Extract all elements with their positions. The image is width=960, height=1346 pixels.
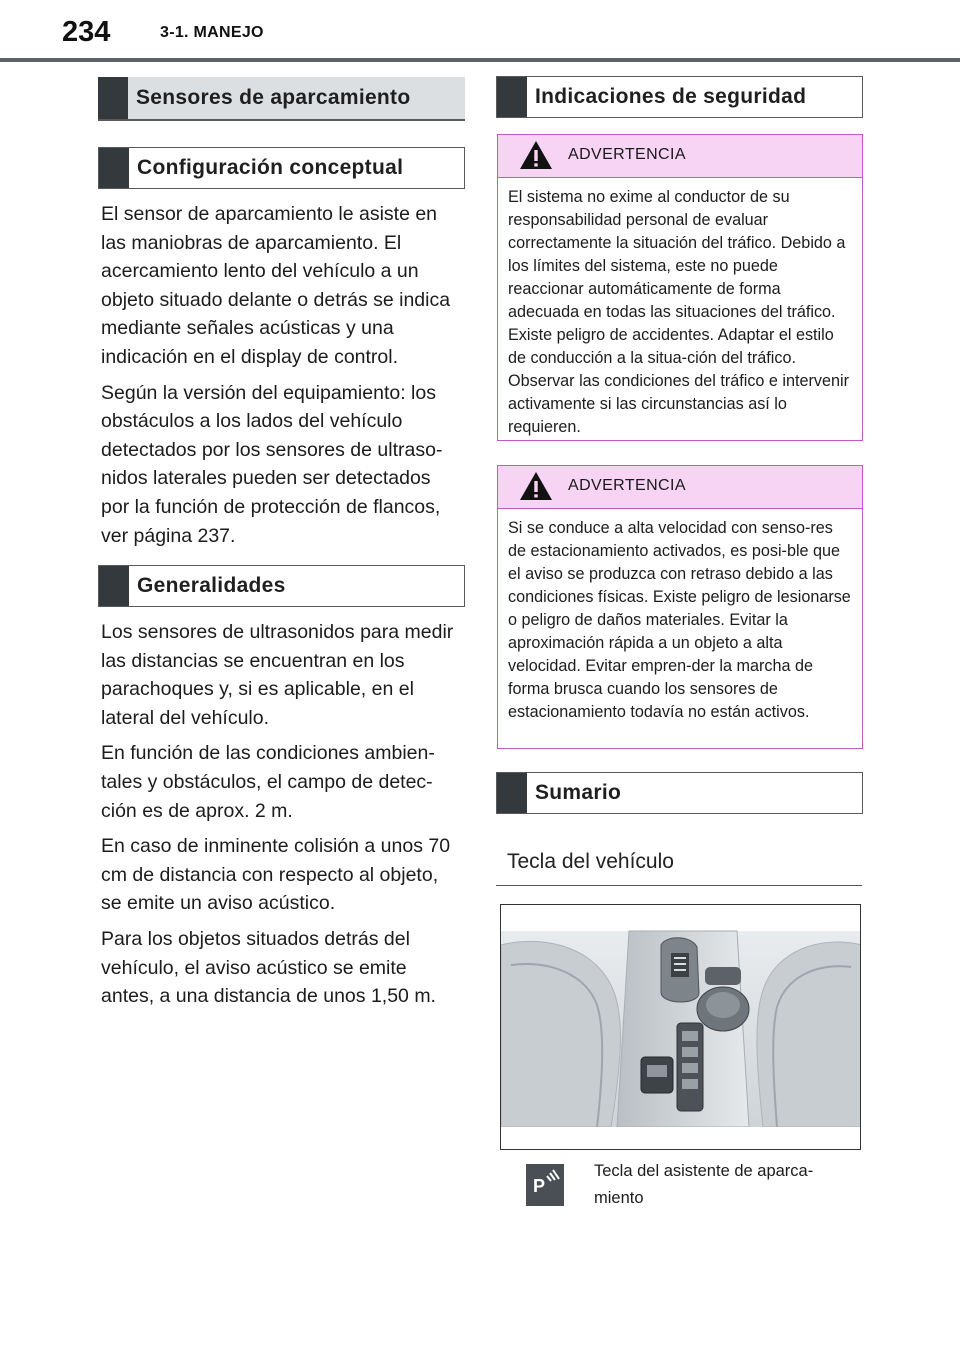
concept-title: Configuración conceptual [137, 156, 404, 179]
legend-text: Tecla del asistente de aparca-miento [594, 1162, 814, 1207]
chapter-title: 3-1. MANEJO [160, 24, 264, 41]
header-divider [0, 58, 960, 62]
paragraph: Según la versión del equipamiento: los obstáculos a los lados del vehículo detectados por los sensores de ultraso-nidos laterales pueden ser detectados por la función de protección de flancos, ver página 237. [101, 381, 443, 547]
warning-header [498, 466, 862, 509]
heading-bar [99, 148, 129, 188]
section-title: Sensores de aparcamiento [136, 86, 411, 109]
heading-bar [497, 773, 527, 813]
heading-bar [99, 566, 129, 606]
concept-text [101, 200, 461, 550]
heading-general [98, 565, 465, 607]
warning-box-2 [497, 465, 863, 749]
heading-safety [496, 76, 863, 118]
center-console-illustration [501, 905, 861, 1150]
paragraph: El sensor de aparcamiento le asiste en las maniobras de aparcamiento. El acercamiento lento del vehículo a un objeto situado delante o detrás se indica mediante señales acústicas y una indicación en el display de control. [101, 203, 451, 368]
page-number: 234 [62, 16, 111, 48]
paragraph: En función de las condiciones ambien-tales y obstáculos, el campo de detec-ción es de aprox. 2 m. [101, 742, 435, 822]
warning-triangle-icon [518, 139, 554, 171]
safety-title: Indicaciones de seguridad [535, 85, 807, 108]
parking-assistant-icon [526, 1164, 564, 1206]
heading-concept [98, 147, 465, 189]
warning-triangle-icon [518, 470, 554, 502]
paragraph: Para los objetos situados detrás del vehículo, el aviso acústico se emite antes, a una distancia de unos 1,50 m. [101, 927, 436, 1008]
general-title: Generalidades [137, 574, 286, 597]
subheading-vehicle-key [496, 832, 862, 886]
general-text [101, 618, 461, 1011]
paragraph: En caso de inminente colisión a unos 70 cm de distancia con respecto al objeto, se emite un aviso acústico. [101, 835, 451, 915]
summary-title: Sumario [535, 781, 622, 804]
vehicle-key-title: Tecla del vehículo [507, 850, 674, 873]
section-heading-parking-sensors [98, 77, 465, 121]
warning-title: ADVERTENCIA [568, 146, 686, 163]
warning-text: El sistema no exime al conductor de su responsabilidad personal de evaluar correctamente la situación del tráfico. Debido a los límites del sistema, este no puede reaccionar automáticamente de forma adecuada en todas las situaciones del tráfico. Existe peligro de accidentes. Adaptar el estilo de conducción a la situa-ción del tráfico. Observar las condiciones del tráfico e intervenir activamente si las circunstancias así lo requieren. [508, 188, 849, 436]
warning-title: ADVERTENCIA [568, 477, 686, 494]
warning-text: Si se conduce a alta velocidad con senso-res de estacionamiento activados, es posi-ble que el aviso se produzca con retraso debido a las condiciones físicas. Existe peligro de lesionarse o peligro de daños materiales. Evitar la aproximación rápida a un objeto a alta velocidad. Evitar empren-der la marcha de forma brusca cuando los sensores de estacionamiento todavía no están activos. [508, 519, 851, 721]
paragraph: Los sensores de ultrasonidos para medir las distancias se encuentran en los parachoques y, si es aplicable, en el lateral del vehículo. [101, 621, 454, 729]
heading-bar [497, 77, 527, 117]
svg-text:P: P [533, 1176, 546, 1196]
heading-summary [496, 772, 863, 814]
center-console-figure [500, 904, 861, 1150]
warning-header [498, 135, 862, 178]
warning-box-1 [497, 134, 863, 441]
heading-bar [98, 77, 128, 119]
